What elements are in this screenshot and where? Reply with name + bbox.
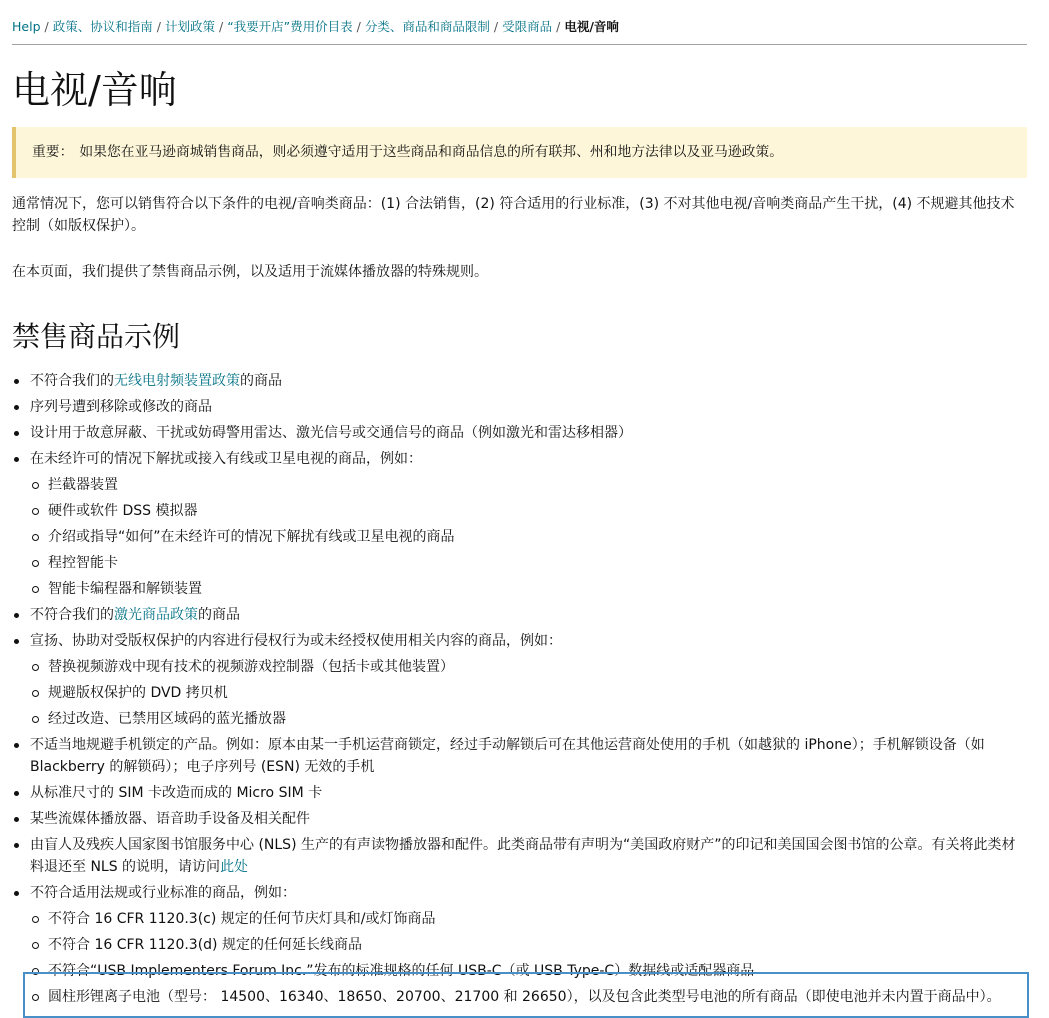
list-item xyxy=(12,630,1027,730)
breadcrumb-separator: / xyxy=(44,19,49,34)
sub-list-item: 不符合 16 CFR 1120.3(d) 规定的任何延长线商品 xyxy=(30,934,1027,956)
list-item xyxy=(12,370,1027,392)
sub-list-item: 不符合 16 CFR 1120.3(c) 规定的任何节庆灯具和/或灯饰商品 xyxy=(30,908,1027,930)
radio-frequency-policy-link[interactable]: 无线电射频装置政策 xyxy=(114,373,240,389)
breadcrumb-separator: / xyxy=(556,19,561,34)
list-item-text: 宣扬、协助对受版权保护的内容进行侵权行为或未经授权使用相关内容的商品，例如： xyxy=(30,633,562,649)
breadcrumb xyxy=(12,18,1027,36)
sub-list xyxy=(30,656,1027,730)
breadcrumb-link-help[interactable]: Help xyxy=(12,19,41,34)
sub-list-item: 智能卡编程器和解锁装置 xyxy=(30,578,1027,600)
list-item xyxy=(12,834,1027,878)
page-title: 电视/音响 xyxy=(12,68,177,112)
list-item-text: 不符合我们的 xyxy=(30,373,114,389)
prohibited-list xyxy=(12,370,1027,1012)
sub-list-item: 圆柱形锂离子电池（型号： 14500、16340、18650、20700、21700 和 26650），以及包含此类型号电池的所有商品（即使电池并未内置于商品中）。 xyxy=(30,986,1027,1008)
list-item-text: 由盲人及残疾人国家图书馆服务中心 (NLS) 生产的有声读物播放器和配件。此类商品带有声明为“美国政府财产”的印记和美国国会图书馆的公章。有关将此类材料退还至 NLS 的说明，请访问 xyxy=(30,837,1016,875)
breadcrumb-current: 电视/音响 xyxy=(564,19,619,34)
list-item xyxy=(12,882,1027,1008)
breadcrumb-link-program-policies[interactable]: 计划政策 xyxy=(164,19,215,34)
sub-list-item: 经过改造、已禁用区域码的蓝光播放器 xyxy=(30,708,1027,730)
breadcrumb-separator: / xyxy=(493,19,499,34)
important-notice xyxy=(12,127,1027,178)
important-label: 重要： xyxy=(32,144,74,160)
sub-list xyxy=(30,908,1027,1008)
list-item-text: 的商品 xyxy=(240,373,282,389)
sub-list-item: 硬件或软件 DSS 模拟器 xyxy=(30,500,1027,522)
intro-paragraph-2: 在本页面，我们提供了禁售商品示例，以及适用于流媒体播放器的特殊规则。 xyxy=(12,264,488,280)
breadcrumb-link-policies[interactable]: 政策、协议和指南 xyxy=(52,19,153,34)
sub-list-item: 拦截器装置 xyxy=(30,474,1027,496)
breadcrumb-separator: / xyxy=(156,19,161,34)
sub-list xyxy=(30,474,1027,600)
list-item xyxy=(12,604,1027,626)
sub-list-item: 程控智能卡 xyxy=(30,552,1027,574)
list-item-text: 不符合适用法规或行业标准的商品，例如： xyxy=(30,885,296,901)
breadcrumb-link-restricted-products[interactable]: 受限商品 xyxy=(502,19,553,34)
laser-policy-link[interactable]: 激光商品政策 xyxy=(114,607,198,623)
section-title: 禁售商品示例 xyxy=(12,320,181,353)
breadcrumb-link-category-restrictions[interactable]: 分类、商品和商品限制 xyxy=(364,19,490,34)
breadcrumb-separator: / xyxy=(218,19,224,34)
sub-list-item: 介绍或指导“如何”在未经许可的情况下解扰有线或卫星电视的商品 xyxy=(30,526,1027,548)
sub-list-item: 替换视频游戏中现有技术的视频游戏控制器（包括卡或其他装置） xyxy=(30,656,1027,678)
sub-list-item: 规避版权保护的 DVD 拷贝机 xyxy=(30,682,1027,704)
list-item-text: 在未经许可的情况下解扰或接入有线或卫星电视的商品，例如： xyxy=(30,451,422,467)
list-item: 从标准尺寸的 SIM 卡改造而成的 Micro SIM 卡 xyxy=(12,782,1027,804)
header-divider xyxy=(12,44,1027,45)
important-text: 如果您在亚马逊商城销售商品，则必须遵守适用于这些商品和商品信息的所有联邦、州和地方法律以及亚马逊政策。 xyxy=(79,144,784,160)
list-item: 设计用于故意屏蔽、干扰或妨碍警用雷达、激光信号或交通信号的商品（例如激光和雷达移相器） xyxy=(12,422,1027,444)
list-item: 不适当地规避手机锁定的产品。例如：原本由某一手机运营商锁定，经过手动解锁后可在其他运营商处使用的手机（如越狱的 iPhone）；手机解锁设备（如 Blackberry 的解锁码）；电子序列号 (ESN) 无效的手机 xyxy=(12,734,1027,778)
sub-list-item: 不符合“USB Implementers Forum Inc.”发布的标准规格的任何 USB-C（或 USB Type-C）数据线或适配器商品 xyxy=(30,960,1027,982)
list-item xyxy=(12,448,1027,600)
list-item: 某些流媒体播放器、语音助手设备及相关配件 xyxy=(12,808,1027,830)
nls-instructions-link[interactable]: 此处 xyxy=(220,859,249,875)
list-item-text: 的商品 xyxy=(198,607,240,623)
list-item: 序列号遭到移除或修改的商品 xyxy=(12,396,1027,418)
breadcrumb-link-fee-schedule[interactable]: “我要开店”费用价目表 xyxy=(227,19,353,34)
breadcrumb-separator: / xyxy=(356,19,361,34)
list-item-text: 不符合我们的 xyxy=(30,607,114,623)
intro-paragraph: 通常情况下，您可以销售符合以下条件的电视/音响类商品：(1) 合法销售，(2) 符合适用的行业标准，(3) 不对其他电视/音响类商品产生干扰，(4) 不规避其他技术控制（如版权保护）。 xyxy=(12,196,1015,234)
